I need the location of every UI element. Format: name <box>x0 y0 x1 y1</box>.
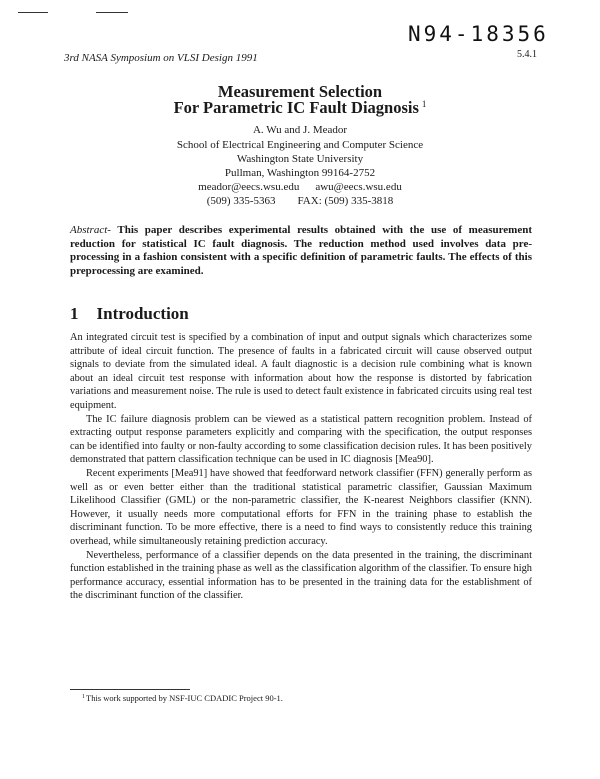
author-fax: FAX: (509) 335-3818 <box>297 195 394 207</box>
footnote-mark: 1 <box>82 694 85 700</box>
author-phones <box>0 195 600 207</box>
title-footnote-mark: 1 <box>421 99 427 109</box>
section-heading <box>70 304 189 324</box>
author-phone: (509) 335-5363 <box>206 195 276 207</box>
scan-mark <box>18 12 48 13</box>
abstract <box>70 224 532 278</box>
paper-title-line-2 <box>0 98 600 118</box>
body-paragraph: Recent experiments [Mea91] have showed that feedforward network classifier (FFN) generally perform as well as or even better either than the traditional statistical parametric classifier, Gaussian Maximum Likelihood Classifier (GML) or the non-parametric classifier, the K-nearest Neighbors classifier (KNN). However, it usually needs more computational efforts for FFN in the training phase to establish the discriminant function. To be more effective, there is a need to find ways to consistently reduce this training overhead, while simultaneously retaining prediction accuracy. <box>70 467 532 547</box>
author-names: A. Wu and J. Meador <box>252 124 348 136</box>
paper-title-text: For Parametric IC Fault Diagnosis <box>173 98 419 117</box>
author-university: Washington State University <box>236 153 364 165</box>
abstract-text: This paper describes experimental results obtained with the use of measurement reduction for statistical IC fault diagnosis. The reduction method used involves data pre-processing in a fashion consistent with a specific definition of parametric faults. The effects of this preprocessing are examined. <box>70 224 532 277</box>
section-body <box>70 331 532 603</box>
body-paragraph: Nevertheless, performance of a classifier depends on the data presented in the training, the discriminant function established in the training phase as well as the classification algorithm of the classifier. To ensure high performance accuracy, essential information has to be presented in the training data for the establishment of the discriminant function of the classifier. <box>70 549 532 602</box>
author-city: Pullman, Washington 99164-2752 <box>224 167 376 179</box>
abstract-label: Abstract- <box>70 224 111 236</box>
author-email-1: meador@eecs.wsu.edu <box>198 181 300 193</box>
footnote-divider <box>70 689 190 690</box>
report-number: N94-18356 <box>408 22 549 46</box>
author-email-2: awu@eecs.wsu.edu <box>315 181 402 193</box>
section-heading-number: 1 <box>70 304 79 323</box>
footnote <box>82 693 283 703</box>
section-heading-title: Introduction <box>96 304 189 323</box>
scan-mark <box>96 12 128 13</box>
paper-title-line-1: Measurement Selection <box>217 82 383 101</box>
body-paragraph: An integrated circuit test is specified by a combination of input and output signals which characterizes some attribute of ideal circuit function. The presence of faults in a fabricated circuit will cause observed output signals to deviate from the simulated ideal. A fault diagnostic is a decision rule combining what is known about an ideal circuit test response with information about how the response is distorted by fabrication variations and measurement noise. The rule is used to detect fault existence in fabricated circuits using real test equipment. <box>70 332 532 411</box>
body-paragraph: The IC failure diagnosis problem can be viewed as a statistical pattern recognition problem. Instead of extracting output response parameters explicitly and comparing with the specification, the output responses can be identified into faulty or non-faulty according to some classification decision rules. It has been positively demonstrated that pattern classification technique can be used in IC diagnosis [Mea90]. <box>70 413 532 466</box>
footnote-text: This work supported by NSF-IUC CDADIC Project 90-1. <box>86 693 283 703</box>
section-number: 5.4.1 <box>517 49 537 60</box>
venue-line: 3rd NASA Symposium on VLSI Design 1991 <box>64 52 258 64</box>
author-emails <box>0 181 600 193</box>
author-school: School of Electrical Engineering and Computer Science <box>176 139 424 151</box>
